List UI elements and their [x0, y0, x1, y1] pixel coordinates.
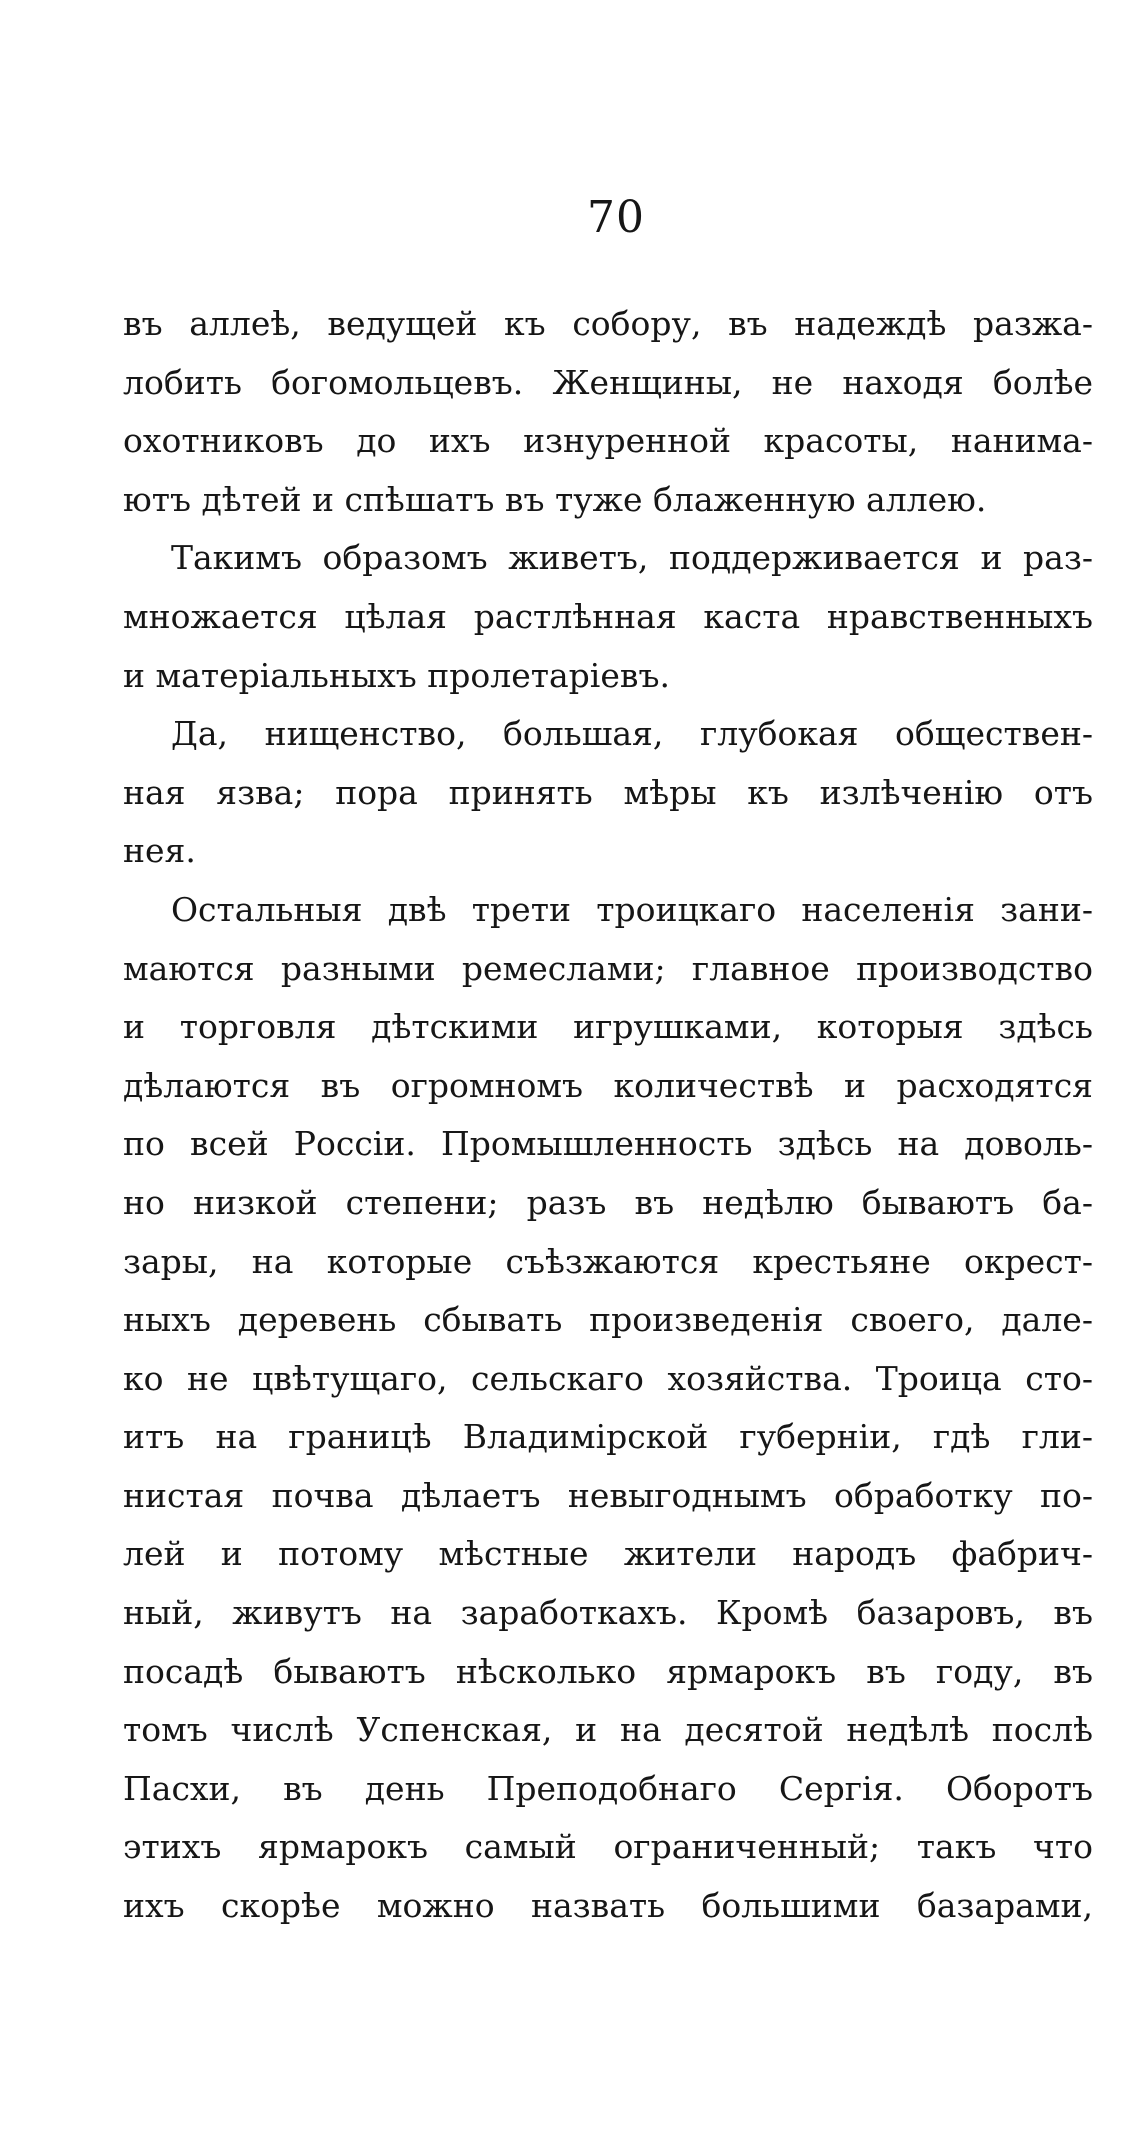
text-line: Да, нищенство, большая, глубокая обществен-	[171, 714, 1093, 754]
text-line: ный, живутъ на заработкахъ. Кромѣ базаровъ, въ	[123, 1593, 1093, 1633]
text-line: дѣлаются въ огромномъ количествѣ и расходятся	[123, 1065, 1093, 1105]
text-line: Остальныя двѣ трети троицкаго населенія зани-	[171, 889, 1093, 929]
paragraph-3	[123, 705, 1093, 881]
text-line: охотниковъ до ихъ изнуренной красоты, нанима-	[123, 421, 1093, 461]
text-line: ко не цвѣтущаго, сельскаго хозяйства. Троица сто-	[123, 1358, 1093, 1398]
text-line: томъ числѣ Успенская, и на десятой недѣлѣ послѣ	[123, 1710, 1093, 1750]
paragraph-4	[123, 881, 1093, 1936]
text-line: множается цѣлая растлѣнная каста нравственныхъ	[123, 596, 1093, 636]
text-line: лей и потому мѣстные жители народъ фабрич-	[123, 1534, 1093, 1574]
paragraph-1	[123, 295, 1093, 529]
text-line: Такимъ образомъ живетъ, поддерживается и раз-	[171, 538, 1093, 578]
text-line: и торговля дѣтскими игрушками, которыя здѣсь	[123, 1007, 1093, 1047]
text-line: зары, на которые съѣзжаются крестьяне окрест-	[123, 1241, 1093, 1281]
text-line: въ аллеѣ, ведущей къ собору, въ надеждѣ разжа-	[123, 304, 1093, 343]
text-line: Пасхи, въ день Преподобнаго Сергія. Оборотъ	[123, 1768, 1093, 1808]
text-line: ихъ скорѣе можно назвать большими базарами,	[123, 1886, 1093, 1926]
text-line: ютъ дѣтей и спѣшатъ въ туже блаженную аллею.	[123, 479, 987, 519]
page-number: 70	[587, 192, 645, 243]
paragraph-2	[123, 529, 1093, 705]
text-line: итъ на границѣ Владимірской губерніи, гдѣ гли-	[123, 1417, 1093, 1457]
text-line: лобить богомольцевъ. Женщины, не находя болѣе	[123, 362, 1093, 402]
text-line: ная язва; пора принять мѣры къ излѣченію отъ	[123, 772, 1093, 812]
text-line: маются разными ремеслами; главное производство	[123, 948, 1093, 988]
text-line: ныхъ деревень сбывать произведенія своего, дале-	[123, 1300, 1093, 1340]
text-line: по всей Россіи. Промышленность здѣсь на доволь-	[123, 1124, 1093, 1164]
text-line: но низкой степени; разъ въ недѣлю бываютъ ба-	[123, 1182, 1093, 1222]
text-line: нея.	[123, 831, 196, 871]
text-line: нистая почва дѣлаетъ невыгоднымъ обработку по-	[123, 1475, 1093, 1515]
text-line: этихъ ярмарокъ самый ограниченный; такъ что	[123, 1827, 1093, 1867]
body-text	[123, 295, 1093, 1936]
text-line: и матеріальныхъ пролетаріевъ.	[123, 655, 670, 695]
text-line: посадѣ бываютъ нѣсколько ярмарокъ въ году, въ	[123, 1651, 1093, 1691]
